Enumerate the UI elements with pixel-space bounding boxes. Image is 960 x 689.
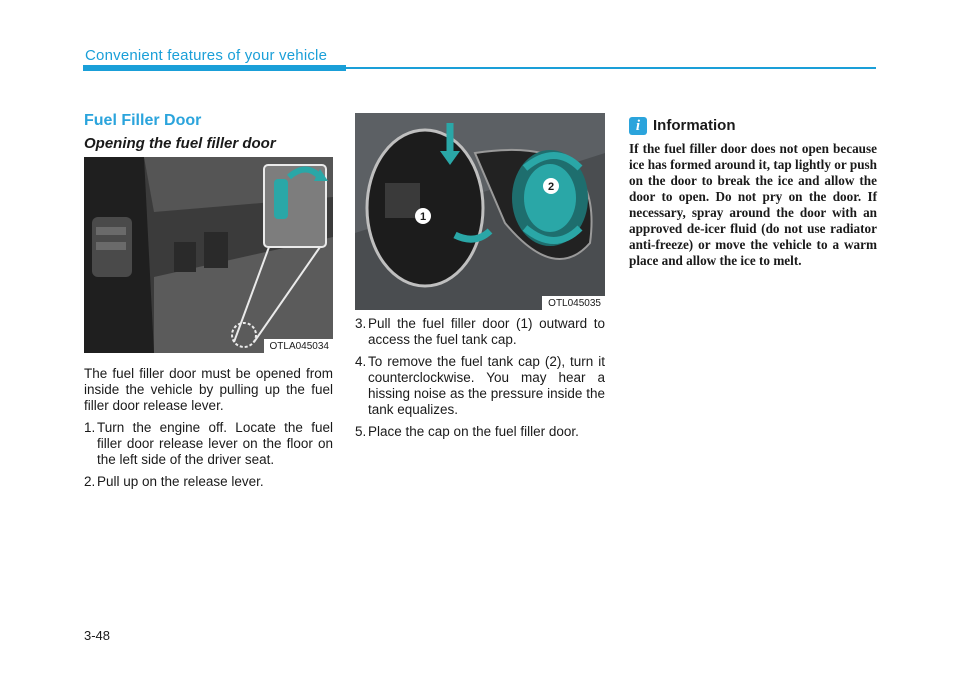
step-text: To remove the fuel tank cap (2), turn it counterclockwise. You may hear a hissing noise as the pressure inside the tank equalizes. [368, 354, 605, 417]
page-number: 3-48 [84, 628, 111, 643]
step-text: Pull up on the release lever. [97, 474, 264, 489]
step-text: Turn the engine off. Locate the fuel filler door release lever on the floor on the left side of the driver seat. [97, 420, 333, 467]
list-item [355, 424, 605, 440]
callout-1: 1 [419, 211, 427, 223]
fuel-door-illustration [355, 113, 605, 310]
list-item [355, 316, 605, 348]
callout-2: 2 [547, 181, 555, 193]
step-text: Place the cap on the fuel filler door. [368, 424, 579, 439]
chapter-header-title: Convenient features of your vehicle [85, 47, 328, 64]
intro-paragraph: The fuel filler door must be opened from inside the vehicle by pulling up the fuel filler door release lever. [84, 366, 333, 413]
step-number: 1. [84, 420, 96, 435]
steps-list-middle [355, 316, 605, 446]
subsection-title: Opening the fuel filler door [84, 135, 276, 152]
photo-code-right: OTL045035 [542, 296, 605, 310]
photo-code-left: OTLA045034 [264, 339, 334, 353]
step-number: 5. [355, 424, 367, 439]
information-text: If the fuel filler door does not open because ice has formed around it, tap lightly or push on the door to break the ice and allow the door to open. Do not pry on the door. If necessary, spray around the door with an approved de-icer fluid (do not use radiator anti-freeze) or move the vehicle to a warm place and allow the ice to melt. [629, 141, 877, 268]
information-title: Information [653, 117, 736, 134]
fuel-door-photo [355, 113, 605, 310]
step-number: 3. [355, 316, 367, 331]
header-rule-thin [346, 67, 876, 69]
step-number: 2. [84, 474, 96, 489]
release-lever-illustration [84, 157, 333, 353]
list-item [84, 474, 333, 490]
release-lever-photo [84, 157, 333, 353]
steps-list-left [84, 420, 333, 496]
list-item [355, 354, 605, 418]
list-item [84, 420, 333, 468]
step-number: 4. [355, 354, 367, 369]
section-title: Fuel Filler Door [84, 112, 202, 129]
header-rule-thick [83, 65, 346, 71]
step-text: Pull the fuel filler door (1) outward to access the fuel tank cap. [368, 316, 605, 347]
info-icon: i [629, 117, 647, 135]
